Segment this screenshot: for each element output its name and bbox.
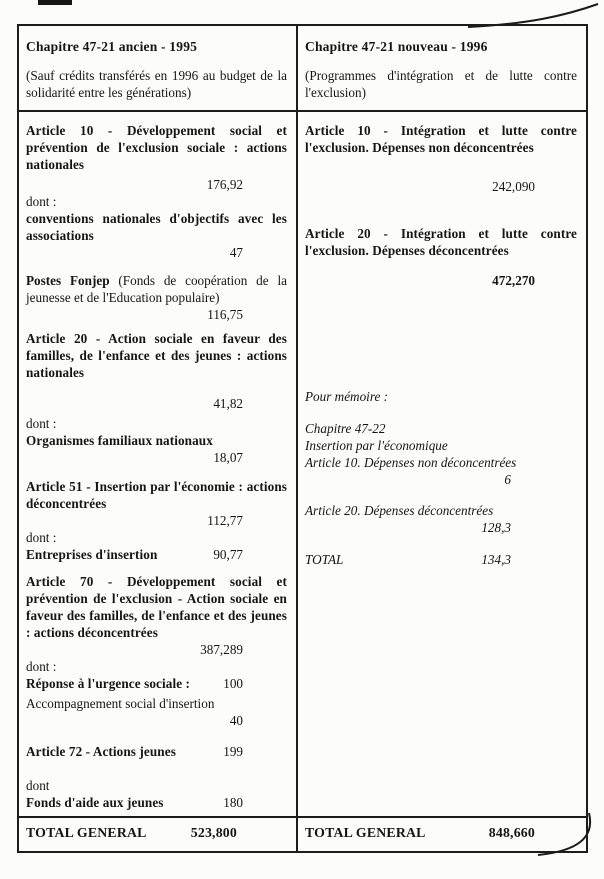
memo-total-label: TOTAL: [305, 552, 344, 567]
memo-intro: Pour mémoire :: [305, 389, 389, 404]
left-total-label: TOTAL GENERAL: [26, 825, 147, 840]
left-fonjep-label: [26, 272, 287, 306]
left-reponse-label: Réponse à l'urgence sociale :: [26, 676, 191, 691]
left-fonds-row: [26, 794, 287, 811]
memo-total-row: [305, 551, 577, 568]
left-fonds-value: 180: [223, 795, 243, 810]
left-conventions-label: conventions nationales d'objectifs avec les associations: [26, 211, 287, 243]
right-total-label: TOTAL GENERAL: [305, 825, 426, 840]
memo-total-value: 134,3: [481, 552, 511, 567]
left-organismes-label: Organismes familiaux nationaux: [26, 433, 213, 448]
memo-article-10-value: 6: [504, 472, 511, 487]
left-article-20-label: Article 20 - Action sociale en faveur des familles, de l'enfance et des jeunes : actions nationales: [26, 331, 287, 380]
left-chapter-title: Chapitre 47-21 ancien - 1995: [26, 39, 198, 54]
left-article-70-value: 387,289: [200, 642, 243, 657]
right-chapter-subtitle: (Programmes d'intégration et de lutte contre l'exclusion): [305, 68, 577, 100]
left-article-51-label: Article 51 - Insertion par l'économie : actions déconcentrées: [26, 479, 287, 511]
left-reponse-value: 100: [223, 676, 243, 691]
left-fonds-label: Fonds d'aide aux jeunes: [26, 795, 164, 810]
left-dont-4: dont :: [26, 659, 57, 674]
right-article-20-label: Article 20 - Intégration et lutte contre l'exclusion. Dépenses déconcentrées: [305, 226, 577, 258]
memo-chapitre-47-22: Chapitre 47-22: [305, 421, 386, 436]
left-fonjep-label-bold: Postes Fonjep: [26, 273, 110, 288]
left-entreprises-row: [26, 546, 287, 563]
right-article-20-value: 472,270: [492, 273, 535, 288]
right-chapter-title: Chapitre 47-21 nouveau - 1996: [305, 39, 488, 54]
left-article-72-label: Article 72 - Actions jeunes: [26, 744, 176, 759]
memo-insertion-economique: Insertion par l'économique: [305, 438, 448, 453]
table-header-row: [19, 26, 586, 112]
memo-article-10-label: Article 10. Dépenses non déconcentrées: [305, 455, 517, 470]
left-dont-5: dont: [26, 778, 50, 793]
budget-comparison-table: [17, 24, 588, 853]
left-reponse-row: [26, 675, 287, 692]
left-total-value: 523,800: [190, 825, 237, 840]
left-accompagnement-value: 40: [229, 713, 243, 728]
header-cell-left: [19, 26, 298, 110]
left-conventions-value: 47: [229, 245, 243, 260]
body-cell-right: [298, 112, 586, 816]
right-article-10-label: Article 10 - Intégration et lutte contre l'exclusion. Dépenses non déconcentrées: [305, 123, 577, 155]
header-cell-right: [298, 26, 586, 110]
scan-artifact-mark: [38, 0, 72, 5]
left-article-10-label: Article 10 - Développement social et prévention de l'exclusion sociale : actions nationales: [26, 123, 287, 172]
total-cell-left: [19, 818, 298, 851]
memo-article-20-value: 128,3: [481, 520, 511, 535]
left-article-72-row: [26, 743, 287, 760]
left-fonjep-label-rest: (Fonds de coopération de la jeunesse et de l'Education populaire): [26, 273, 287, 305]
right-total-value: 848,660: [488, 825, 535, 840]
left-article-20-value: 41,82: [213, 396, 243, 411]
table-total-row: [19, 816, 586, 851]
memo-article-20-label: Article 20. Dépenses déconcentrées: [305, 503, 494, 518]
left-entreprises-value: 90,77: [213, 547, 243, 562]
left-accompagnement-label: Accompagnement social d'insertion: [26, 696, 215, 711]
left-organismes-value: 18,07: [213, 450, 243, 465]
table-body-row: [19, 112, 586, 816]
left-entreprises-label: Entreprises d'insertion: [26, 547, 158, 562]
left-article-10-value: 176,92: [206, 177, 243, 192]
left-article-51-value: 112,77: [207, 513, 243, 528]
left-article-70-label: Article 70 - Développement social et prévention de l'exclusion - Action sociale en faveur des familles, de l'enfance et des jeunes : actions déconcentrées: [26, 574, 287, 640]
left-chapter-subtitle: (Sauf crédits transférés en 1996 au budget de la solidarité entre les générations): [26, 68, 287, 100]
left-dont-3: dont :: [26, 530, 57, 545]
total-cell-right: [298, 818, 586, 851]
left-fonjep-value: 116,75: [207, 307, 243, 322]
left-dont-1: dont :: [26, 194, 57, 209]
left-dont-2: dont :: [26, 416, 57, 431]
right-article-10-value: 242,090: [492, 179, 535, 194]
body-cell-left: [19, 112, 298, 816]
left-article-72-value: 199: [223, 744, 243, 759]
